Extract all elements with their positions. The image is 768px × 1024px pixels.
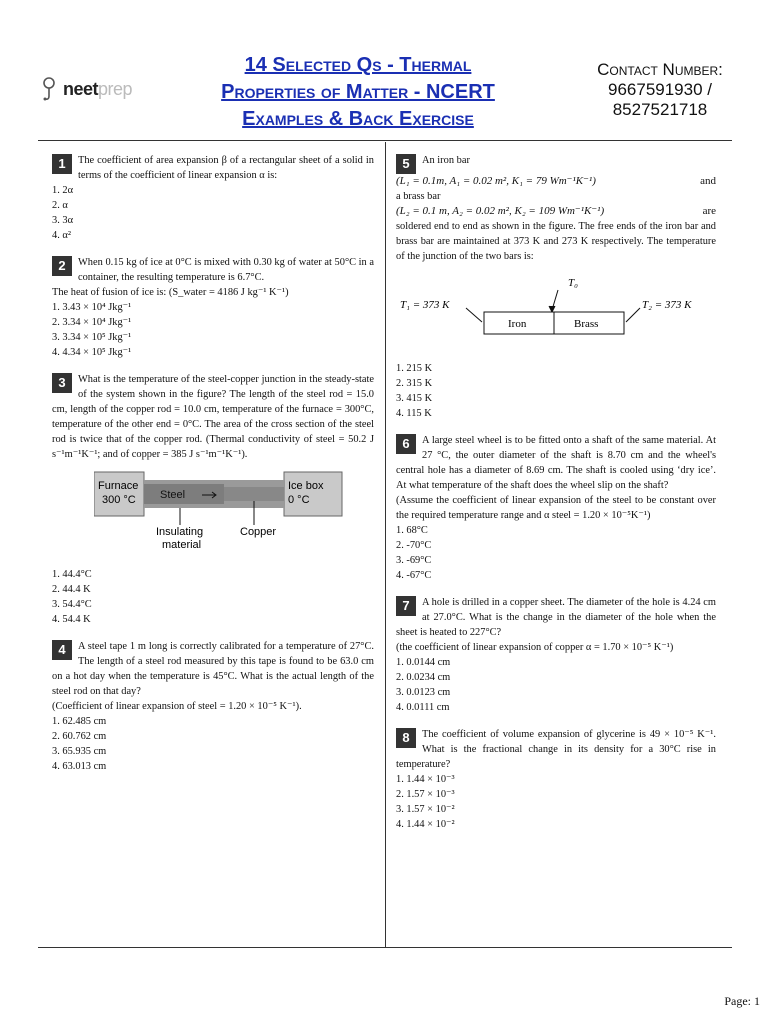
option: 4. 63.013 cm xyxy=(52,761,107,772)
footer-divider xyxy=(38,947,732,948)
title-line-1: 14 Selected Qs - Thermal xyxy=(244,54,472,76)
furnace-temp-label: 300 °C xyxy=(102,494,136,506)
option: 2. -70°C xyxy=(396,540,432,551)
title-line-2: Properties of Matter - NCERT xyxy=(221,81,495,103)
option: 3. -69°C xyxy=(396,555,432,566)
question-number: 5 xyxy=(396,154,416,174)
question-6 xyxy=(396,433,716,583)
option: 2. 0.0234 cm xyxy=(396,672,451,683)
option: 2. 60.762 cm xyxy=(52,731,107,742)
question-number: 4 xyxy=(52,640,72,660)
option: 2. 44.4 K xyxy=(52,584,91,595)
option: 3. 54.4°C xyxy=(52,599,92,610)
title-line-3: Examples & Back Exercise xyxy=(242,108,474,130)
material-label: material xyxy=(162,539,202,551)
logo-text-neet: neet xyxy=(63,78,99,99)
option: 2. α xyxy=(52,200,68,211)
question-number: 2 xyxy=(52,256,72,276)
option: 4. 0.0111 cm xyxy=(396,702,450,713)
option: 4. 4.34 × 10⁵ Jkg⁻¹ xyxy=(52,347,132,358)
page-number: Page: 1 xyxy=(724,994,760,1008)
furnace-figure xyxy=(52,470,374,559)
option: 3. 0.0123 cm xyxy=(396,687,451,698)
option: 4. 54.4 K xyxy=(52,614,91,625)
option: 1. 68°C xyxy=(396,525,428,536)
copper-label: Copper xyxy=(240,526,277,538)
question-3 xyxy=(52,372,374,627)
question-1 xyxy=(52,153,374,243)
page-header xyxy=(0,0,768,140)
neetprep-logo xyxy=(40,76,132,102)
iron-label: Iron xyxy=(508,318,527,330)
question-text: 2 When 0.15 kg of ice at 0°C is mixed with 0.30 kg of water at 50°C in a container, the resulting temperature is 6.7°C. xyxy=(52,255,374,285)
option: 1. 2α xyxy=(52,185,74,196)
question-text: 6 A large steel wheel is to be fitted onto a shaft of the same material. At 27 °C, the outer diameter of the shaft is 8.70 cm and the wheel's central hole has a diameter of 8.69 cm. The shaft is cooled using ‘dry ice’. At what temperature of the shaft does the wheel slip on the shaft? xyxy=(396,435,716,491)
option: 1. 0.0144 cm xyxy=(396,657,451,668)
right-column xyxy=(396,153,716,844)
question-text-2: (Assume the coefficient of linear expansion of the steel to be constant over the required temperature range and α steel = 1.20 × 10⁻⁵K⁻¹) xyxy=(396,495,716,521)
question-8 xyxy=(396,727,716,832)
question-number: 7 xyxy=(396,596,416,616)
brass-label: Brass xyxy=(574,318,599,330)
t0-label: T₀ xyxy=(568,277,578,289)
question-text: 3 What is the temperature of the steel-copper junction in the steady-state of the system shown in the figure? The length of the steel rod = 15.0 cm, length of the copper rod = 10.0 cm, temperature of the furnace = 300°C, temperature of the other end = 0°C. The area of the cross section of the steel rod is twice that of the copper rod. (Thermal conductivity of steel = 50.2 J s⁻¹m⁻¹K⁻¹; and of copper = 385 J s⁻¹m⁻¹K⁻¹). xyxy=(52,374,374,460)
question-number: 8 xyxy=(396,728,416,748)
option: 2. 3.34 × 10⁴ Jkg⁻¹ xyxy=(52,317,132,328)
insulating-label: Insulating xyxy=(156,526,204,538)
option: 1. 3.43 × 10⁴ Jkg⁻¹ xyxy=(52,302,132,313)
question-5 xyxy=(396,153,716,421)
contact-block xyxy=(560,60,760,120)
question-text: 1 The coefficient of area expansion β of a rectangular sheet of a solid in terms of the coefficient of linear expansion α is: xyxy=(52,153,374,183)
option: 4. α² xyxy=(52,230,71,241)
question-number: 6 xyxy=(396,434,416,454)
option: 2. 1.57 × 10⁻³ xyxy=(396,789,455,800)
t1-label: T₁ = 373 K xyxy=(400,299,450,311)
option: 4. 115 K xyxy=(396,408,432,419)
equation-iron: (L₁ = 0.1m, A₁ = 0.02 m², K₁ = 79 Wm⁻¹K⁻¹) xyxy=(396,175,596,187)
contact-number-1: 9667591930 / xyxy=(608,80,712,99)
option: 1. 215 K xyxy=(396,363,433,374)
question-2 xyxy=(52,255,374,360)
and-word: and xyxy=(700,175,716,187)
are-word: are xyxy=(702,205,716,217)
option: 3. 1.57 × 10⁻² xyxy=(396,804,455,815)
question-text-2: (the coefficient of linear expansion of copper α = 1.70 × 10⁻⁵ K⁻¹) xyxy=(396,642,674,653)
iron-brass-diagram xyxy=(396,272,716,348)
option: 1. 44.4°C xyxy=(52,569,92,580)
question-number: 1 xyxy=(52,154,72,174)
t2-label: T₂ = 373 K xyxy=(642,299,692,311)
question-text: 4 A steel tape 1 m long is correctly calibrated for a temperature of 27°C. The length of a steel rod measured by this tape is found to be 63.0 cm on a hot day when the temperature is 45°C. What is the actual length of the steel rod on that day? xyxy=(52,641,374,697)
equation-row-1 xyxy=(396,174,716,189)
question-number: 3 xyxy=(52,373,72,393)
header-divider xyxy=(38,140,732,141)
contact-label: Contact Number: xyxy=(597,60,723,79)
question-4 xyxy=(52,639,374,774)
steel-copper-diagram xyxy=(94,470,344,554)
page-title xyxy=(168,52,548,133)
icebox-temp-label: 0 °C xyxy=(288,494,310,506)
option: 3. 65.935 cm xyxy=(52,746,107,757)
furnace-label: Furnace xyxy=(98,480,139,492)
equation-row-2 xyxy=(396,204,716,219)
question-text-b: a brass bar xyxy=(396,191,441,202)
question-text-2: The heat of fusion of ice is: (S_water = 4186 J kg⁻¹ K⁻¹) xyxy=(52,287,289,298)
equation-brass: (L₂ = 0.1 m, A₂ = 0.02 m², K₂ = 109 Wm⁻¹K⁻¹) xyxy=(396,205,605,217)
contact-number-2: 8527521718 xyxy=(612,100,708,119)
left-column xyxy=(52,153,374,786)
option: 3. 415 K xyxy=(396,393,433,404)
logo-person-icon xyxy=(40,76,60,102)
iron-brass-figure xyxy=(396,272,716,353)
option: 4. -67°C xyxy=(396,570,432,581)
option: 4. 1.44 × 10⁻² xyxy=(396,819,455,830)
column-divider xyxy=(385,142,386,947)
question-text-2: soldered end to end as shown in the figure. The free ends of the iron bar and brass bar are maintained at 373 K and 273 K respectively. The temperature of the junction of the two bars is: xyxy=(396,221,716,262)
logo-text-prep: prep xyxy=(98,78,133,99)
question-text: 5 An iron bar xyxy=(396,153,716,168)
option: 1. 62.485 cm xyxy=(52,716,107,727)
option: 3. 3.34 × 10⁵ Jkg⁻¹ xyxy=(52,332,132,343)
question-text: 8 The coefficient of volume expansion of glycerine is 49 × 10⁻⁵ K⁻¹. What is the fractional change in its density for a 30°C rise in temperature? xyxy=(396,729,716,770)
option: 1. 1.44 × 10⁻³ xyxy=(396,774,455,785)
steel-label: Steel xyxy=(160,489,186,501)
option: 3. 3α xyxy=(52,215,74,226)
icebox-label: Ice box xyxy=(288,480,324,492)
question-7 xyxy=(396,595,716,715)
question-text: 7 A hole is drilled in a copper sheet. The diameter of the hole is 4.24 cm at 27.0°C. What is the change in the diameter of the hole when the sheet is heated to 227°C? xyxy=(396,597,716,638)
option: 2. 315 K xyxy=(396,378,433,389)
question-text-2: (Coefficient of linear expansion of steel = 1.20 × 10⁻⁵ K⁻¹). xyxy=(52,701,302,712)
